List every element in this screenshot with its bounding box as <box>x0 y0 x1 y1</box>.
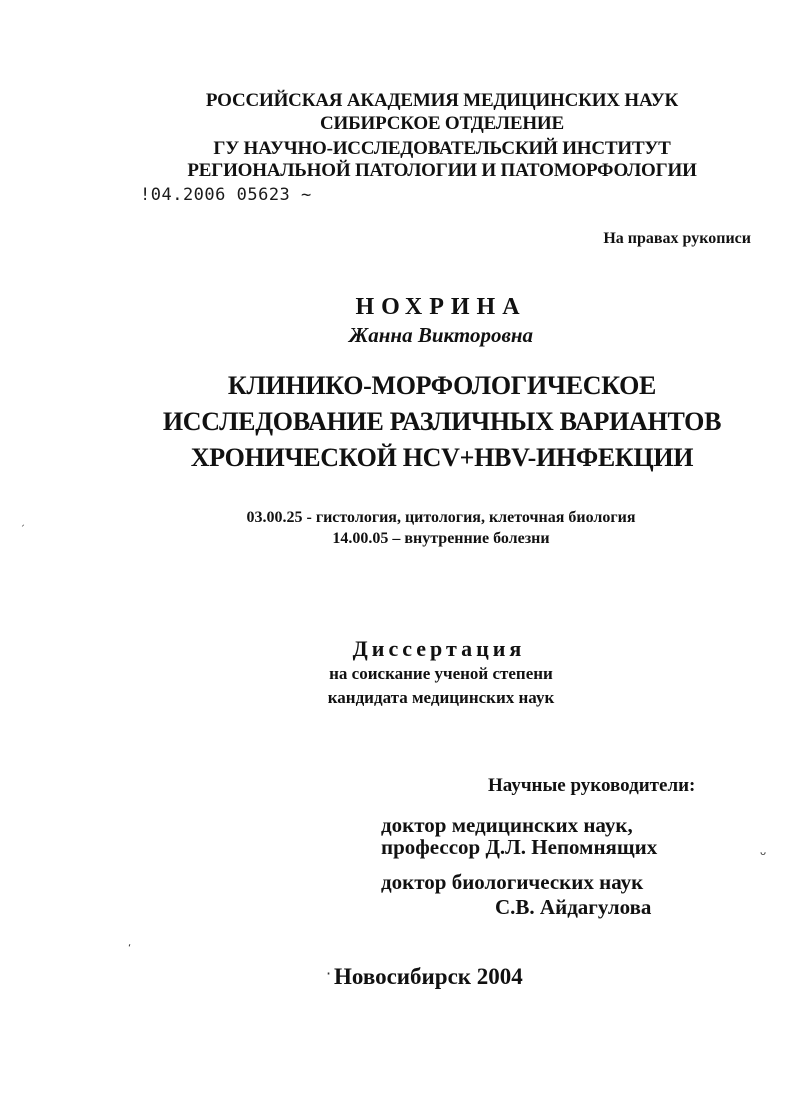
organization-line-institute-name: РЕГИОНАЛЬНОЙ ПАТОЛОГИИ И ПАТОМОРФОЛОГИИ <box>187 160 697 181</box>
author-given-name: Жанна Викторовна <box>349 323 533 347</box>
author-surname: НОХРИНА <box>355 294 527 320</box>
registration-stamp: !04.2006 05623 ~ <box>140 185 312 205</box>
scan-speck: ˏ <box>20 516 25 527</box>
document-type: Диссертация <box>352 636 526 661</box>
supervisor-1-name: профессор Д.Л. Непомнящих <box>381 835 658 859</box>
scan-speck: ‘ <box>128 943 132 954</box>
dissertation-title-line-2: ИССЛЕДОВАНИЕ РАЗЛИЧНЫХ ВАРИАНТОВ <box>162 407 722 436</box>
organization-line-institute: ГУ НАУЧНО-ИССЛЕДОВАТЕЛЬСКИЙ ИНСТИТУТ <box>213 138 671 159</box>
scan-speck: ᴗ <box>760 847 767 858</box>
specialty-code-1: 03.00.25 - гистология, цитология, клеточная биология <box>246 509 636 526</box>
dissertation-title-line-3: ХРОНИЧЕСКОЙ HCV+HBV-ИНФЕКЦИИ <box>190 443 694 472</box>
supervisor-2-degree: доктор биологических наук <box>381 870 644 894</box>
specialty-code-2: 14.00.05 – внутренние болезни <box>332 530 550 547</box>
organization-line-branch: СИБИРСКОЕ ОТДЕЛЕНИЕ <box>320 113 564 134</box>
dissertation-title-line-1: КЛИНИКО-МОРФОЛОГИЧЕСКОЕ <box>227 371 657 400</box>
supervisor-2-name: С.В. Айдагулова <box>495 895 652 919</box>
scan-speck: · <box>326 964 332 983</box>
manuscript-rights-note: На правах рукописи <box>603 230 751 247</box>
supervisors-heading: Научные руководители: <box>488 775 696 796</box>
city-and-year: Новосибирск 2004 <box>334 964 523 989</box>
degree-line-2: кандидата медицинских наук <box>327 688 555 707</box>
supervisor-1-degree: доктор медицинских наук, <box>381 813 633 837</box>
degree-line-1: на соискание ученой степени <box>329 664 553 683</box>
organization-line-academy: РОССИЙСКАЯ АКАДЕМИЯ МЕДИЦИНСКИХ НАУК <box>205 90 679 111</box>
